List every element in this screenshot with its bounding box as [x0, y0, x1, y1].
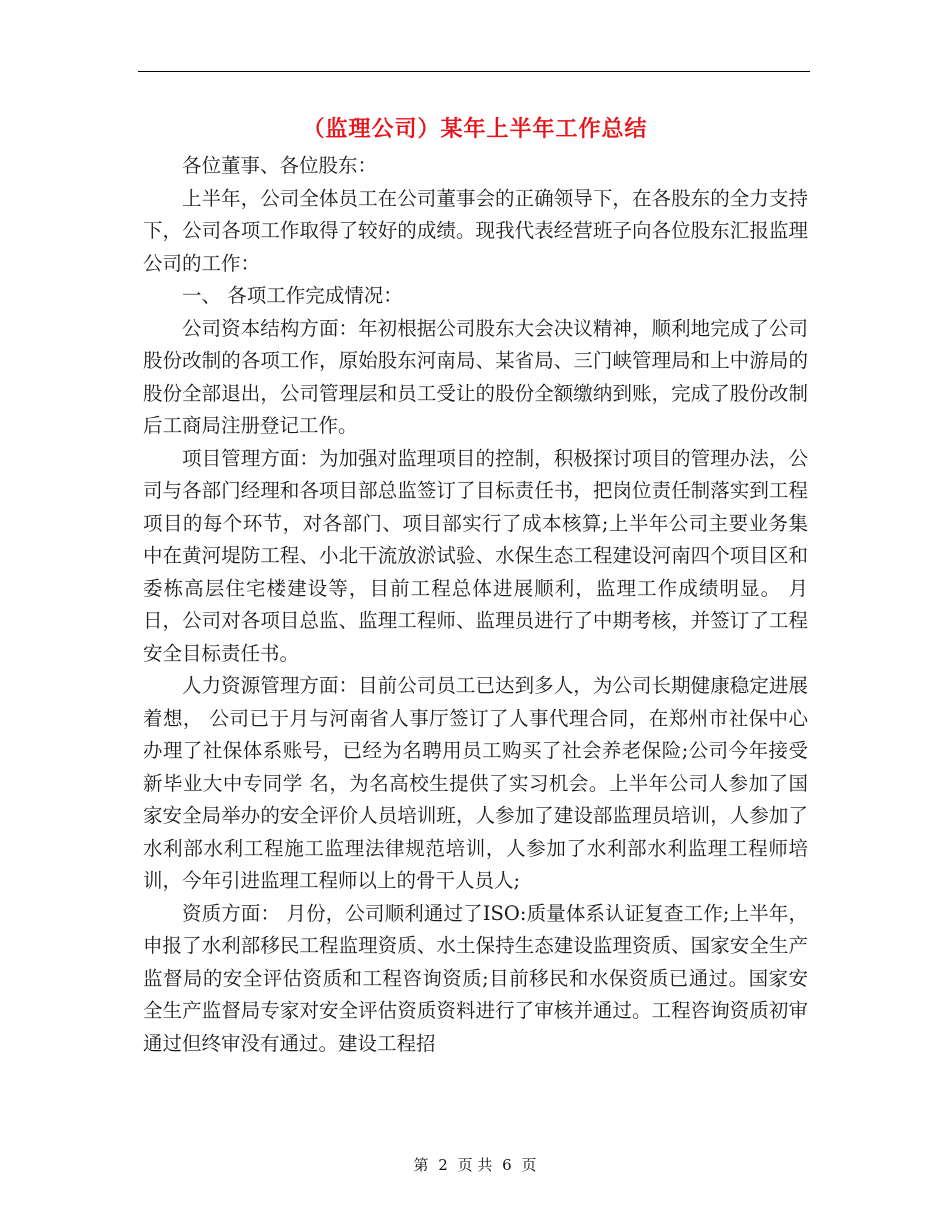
document-body [143, 150, 808, 1060]
human-resources-paragraph: 人力资源管理方面：目前公司员工已达到多人，为公司长期健康稳定进展着想， 公司已于月与河南省人事厅签订了人事代理合同，在郑州市社保中心办理了社保体系账号，已经为名聘用员工购买了社会养老保险;公司今年接受新毕业大中专同学 名，为名高校生提供了实习机会。上半年公司人参加了国家安全局举办的安全评价人员培训班，人参加了建设部监理员培训，人参加了水利部水利工程施工监理法律规范培训，人参加了水利部水利监理工程师培训，今年引进监理工程师以上的骨干人员人; [143, 674, 808, 892]
footer-page-number: 2 [438, 1156, 448, 1174]
project-management-paragraph: 项目管理方面：为加强对监理项目的控制，积极探讨项目的管理办法，公司与各部门经理和各项目部总监签订了目标责任书，把岗位责任制落实到工程项目的每个环节，对各部门、项目部实行了成本核算;上半年公司主要业务集中在黄河堤防工程、小北干流放淤试验、水保生态工程建设河南四个项目区和委栋高层住宅楼建设等，目前工程总体进展顺利，监理工作成绩明显。 月日，公司对各项目总监、监理工程师、监理员进行了中期考核，并签订了工程安全目标责任书。 [143, 446, 808, 665]
footer-suffix: 页 [521, 1156, 537, 1174]
page-footer [0, 1154, 950, 1175]
salutation: 各位董事、各位股东： [182, 154, 378, 177]
intro-paragraph: 上半年，公司全体员工在公司董事会的正确领导下，在各股东的全力支持下，公司各项工作取得了较好的成绩。现我代表经营班子向各位股东汇报监理公司的工作： [143, 186, 808, 275]
qualification-paragraph: 资质方面： 月份，公司顺利通过了ISO:质量体系认证复查工作;上半年，申报了水利部移民工程监理资质、水土保持生态建设监理资质、国家安全生产监督局的安全评估资质和工程咨询资质;目前移民和水保资质已通过。国家安全生产监督局专家对安全评估资质资料进行了审核并通过。工程咨询资质初审通过但终审没有通过。建设工程招 [143, 901, 808, 1055]
capital-structure-paragraph: 公司资本结构方面：年初根据公司股东大会决议精神，顺利地完成了公司股份改制的各项工作，原始股东河南局、某省局、三门峡管理局和上中游局的股份全部退出，公司管理层和员工受让的股份全额缴纳到账，完成了股份改制后工商局注册登记工作。 [143, 316, 808, 437]
footer-middle: 页 共 [457, 1156, 493, 1174]
footer-prefix: 第 [413, 1156, 429, 1174]
document-title: （监理公司）某年上半年工作总结 [302, 117, 648, 142]
section-heading: 一、 各项工作完成情况： [182, 284, 403, 307]
header-rule [138, 71, 810, 72]
footer-total-pages: 6 [502, 1156, 512, 1174]
